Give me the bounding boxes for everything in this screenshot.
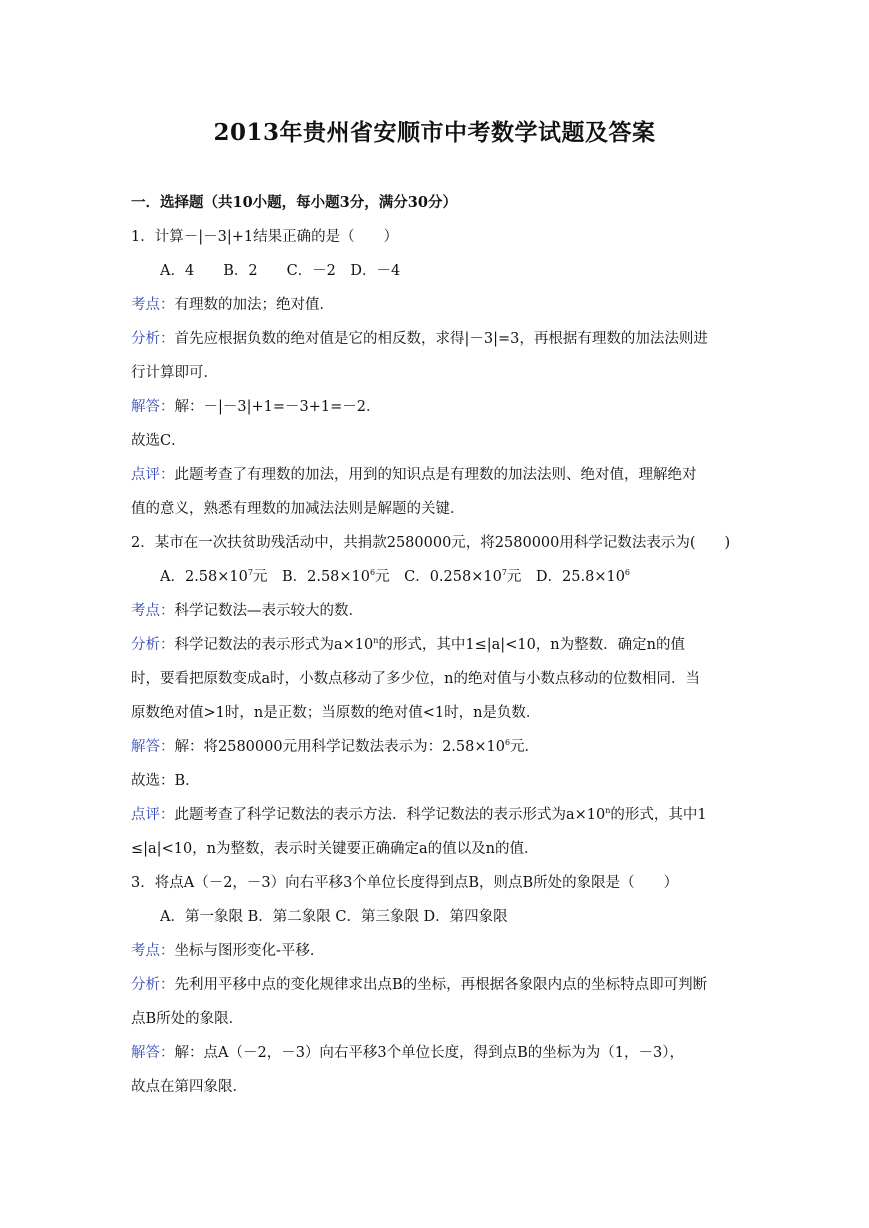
q3-jieda-text: 解：点A（－2，－3）向右平移3个单位长度，得到点B的坐标为为（1，－3）， xyxy=(174,1045,685,1061)
q2-kaodian xyxy=(131,602,743,620)
q1-dianping xyxy=(131,466,743,484)
q1-question: 1．计算－|－3|+1结果正确的是（ ） xyxy=(131,229,399,245)
q3-kaodian xyxy=(131,942,743,960)
q1-options: A．4 B．2 C．－2 D．－4 xyxy=(160,263,401,279)
q2-kaodian-text: 科学记数法—表示较大的数． xyxy=(174,603,363,619)
q2-fenxi-cont-2: 原数绝对值>1时，n是正数；当原数的绝对值<1时，n是负数． xyxy=(131,705,541,721)
q2-choice: 故选：B． xyxy=(131,773,200,789)
q3-jieda xyxy=(131,1044,743,1062)
kaodian-label: 考点： xyxy=(131,603,175,619)
dianping-label: 点评： xyxy=(131,807,175,823)
fenxi-label: 分析： xyxy=(131,331,175,347)
q2-dianping-cont: ≤|a|<10，n为整数，表示时关键要正确确定a的值以及n的值． xyxy=(131,841,539,857)
fenxi-label: 分析： xyxy=(131,637,175,653)
q1-kaodian-text: 有理数的加法；绝对值． xyxy=(174,297,334,313)
q3-kaodian-text: 坐标与图形变化-平移． xyxy=(174,943,325,959)
jieda-label: 解答： xyxy=(131,399,175,415)
q2-fenxi: 分析：科学记数法的表示形式为$a\times 10^n$的形式，其中1≤|a|<10，n为整数．确定n的值 xyxy=(131,636,685,653)
q1-kaodian xyxy=(131,296,743,314)
q1-jieda-text: 解：－|－3|+1=－3+1=－2． xyxy=(174,399,381,415)
q1-fenxi-cont: 行计算即可． xyxy=(131,365,218,381)
q1-dianping-text: 此题考查了有理数的加法，用到的知识点是有理数的加法法则、绝对值，理解绝对 xyxy=(174,467,697,483)
q2-question: 2．某市在一次扶贫助残活动中，共捐款2580000元，将2580000用科学记数法表示为( ) xyxy=(131,535,731,551)
q3-fenxi-cont: 点B所处的象限． xyxy=(131,1011,244,1027)
q3-fenxi-text: 先利用平移中点的变化规律求出点B的坐标，再根据各象限内点的坐标特点即可判断 xyxy=(174,977,708,993)
dianping-label: 点评： xyxy=(131,467,175,483)
q3-options: A．第一象限 B．第二象限 C．第三象限 D．第四象限 xyxy=(160,909,508,925)
q2-option-d: D．$25.8\times 10^6$ xyxy=(535,568,631,585)
q3-question: 3．将点A（－2，－3）向右平移3个单位长度得到点B，则点B所处的象限是（ ） xyxy=(131,875,679,891)
kaodian-label: 考点： xyxy=(131,297,175,313)
q3-fenxi xyxy=(131,976,743,994)
jieda-label: 解答： xyxy=(131,739,175,755)
q2-option-a: A．$2.58\times 10^7$元 xyxy=(160,568,282,585)
q1-fenxi-text: 首先应根据负数的绝对值是它的相反数，求得|－3|=3，再根据有理数的加法法则进 xyxy=(174,331,708,347)
fenxi-label: 分析： xyxy=(131,977,175,993)
q2-dianping: 点评：此题考查了科学记数法的表示方法．科学记数法的表示形式为$a\times 10^n$的形式，其中1 xyxy=(131,806,707,823)
jieda-label: 解答： xyxy=(131,1045,175,1061)
page-title: 2013年贵州省安顺市中考数学试题及答案 xyxy=(213,119,656,146)
q2-option-b: B．$2.58\times 10^6$元 xyxy=(281,568,405,585)
q2-fenxi-cont: 时，要看把原数变成a时，小数点移动了多少位，n的绝对值与小数点移动的位数相同．当 xyxy=(131,671,700,687)
kaodian-label: 考点： xyxy=(131,943,175,959)
q1-choice: 故选C． xyxy=(131,433,186,449)
q2-jieda: 解答：解：将2580000元用科学记数法表示为：$2.58\times 10^6$元． xyxy=(131,738,540,755)
section-heading: 一．选择题（共10小题，每小题3分，满分30分） xyxy=(131,194,457,211)
q2-options xyxy=(160,568,772,586)
q1-jieda xyxy=(131,398,743,416)
q2-option-c: C．$0.258\times 10^7$元 xyxy=(404,568,536,585)
q1-fenxi xyxy=(131,330,743,348)
q3-conclusion: 故点在第四象限． xyxy=(131,1079,247,1095)
q1-dianping-cont: 值的意义，熟悉有理数的加减法法则是解题的关键． xyxy=(131,501,465,517)
